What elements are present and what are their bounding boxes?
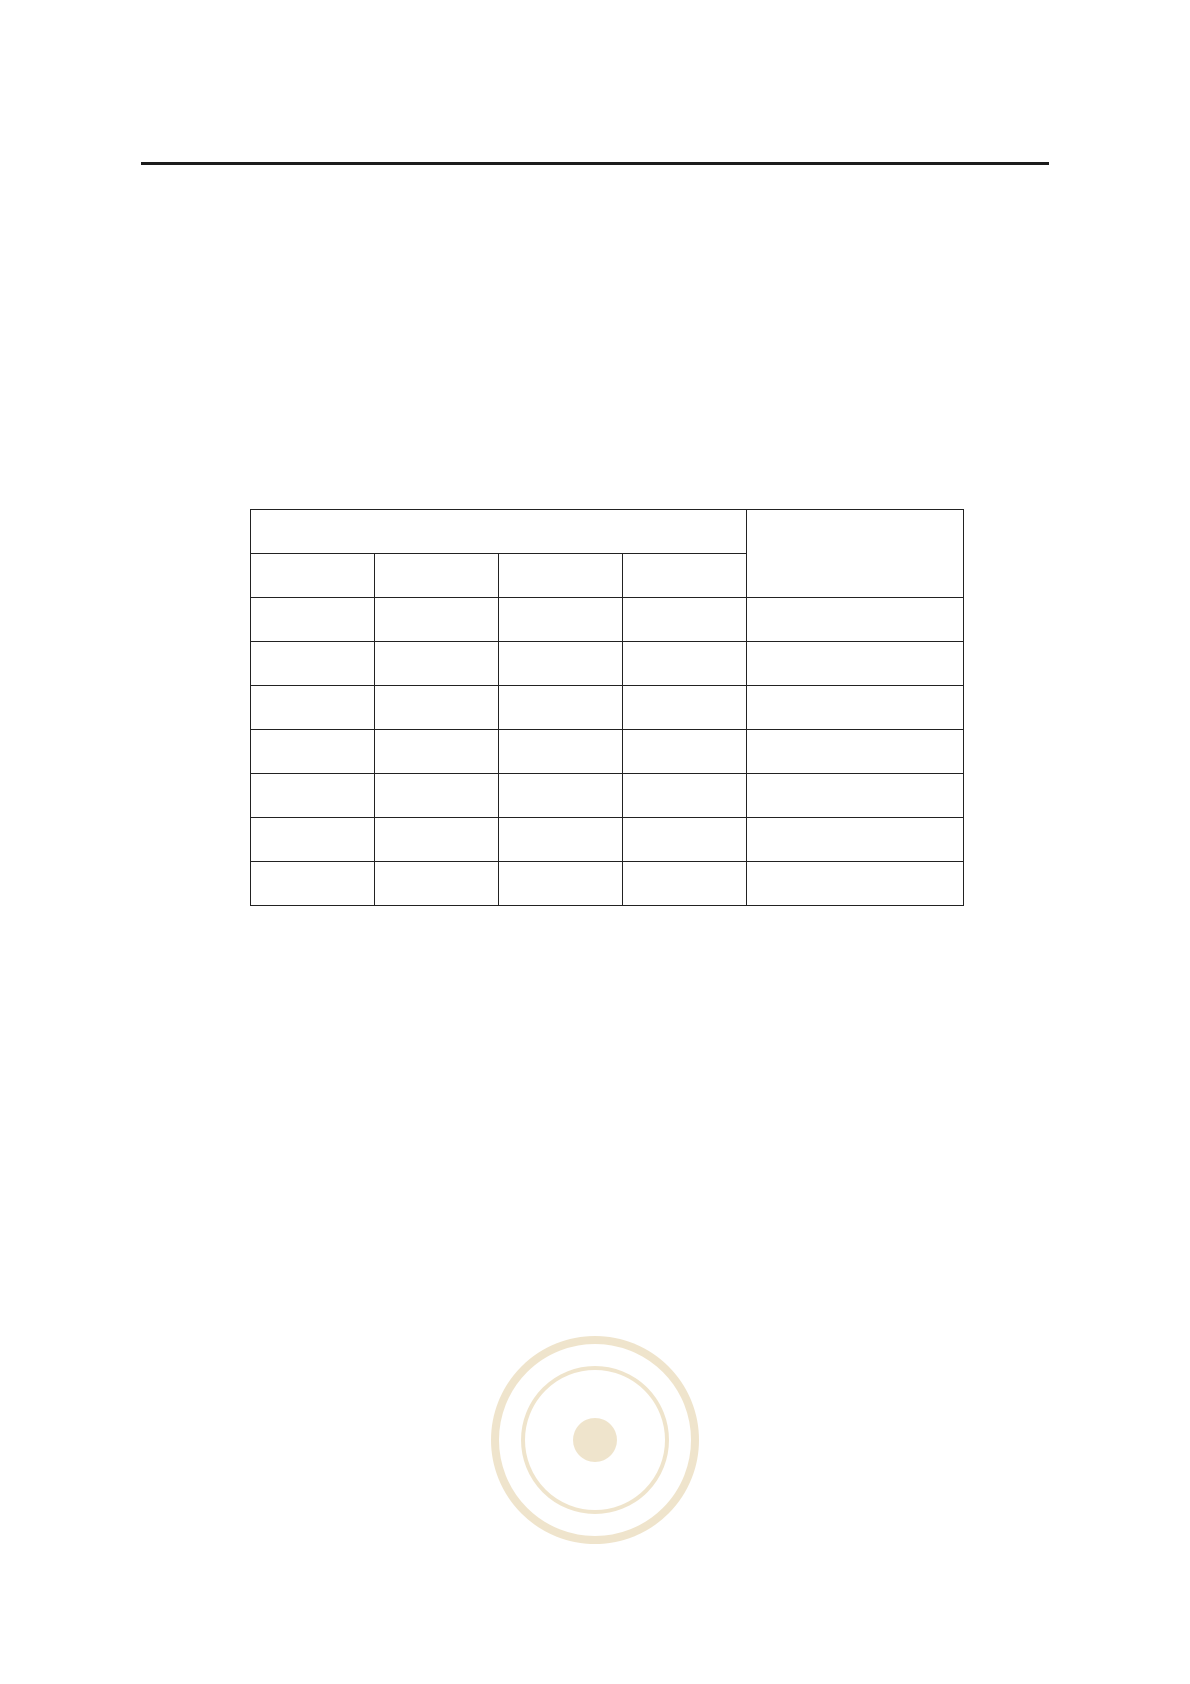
table-row bbox=[251, 686, 964, 730]
running-head bbox=[141, 122, 1049, 165]
table-cell bbox=[375, 774, 499, 818]
table-cell bbox=[251, 774, 375, 818]
table-cell bbox=[375, 642, 499, 686]
table-cell bbox=[623, 774, 747, 818]
table-column-header bbox=[251, 554, 375, 598]
table-cell bbox=[375, 598, 499, 642]
table-cell bbox=[623, 686, 747, 730]
table-cell bbox=[251, 730, 375, 774]
table-cell bbox=[375, 686, 499, 730]
table-row-label bbox=[747, 862, 964, 906]
table-row-label bbox=[747, 730, 964, 774]
table-column-header bbox=[375, 554, 499, 598]
table-cell bbox=[499, 686, 623, 730]
table-cell bbox=[375, 818, 499, 862]
table-row-label bbox=[747, 642, 964, 686]
table-row-header bbox=[747, 510, 964, 598]
table-row-label bbox=[747, 686, 964, 730]
table-row bbox=[251, 730, 964, 774]
table-column-header bbox=[623, 554, 747, 598]
table-row-label bbox=[747, 818, 964, 862]
table-row bbox=[251, 818, 964, 862]
table-cell bbox=[623, 818, 747, 862]
table-column-group-header bbox=[251, 510, 747, 554]
table-cell bbox=[623, 730, 747, 774]
table-cell bbox=[375, 862, 499, 906]
table-row bbox=[251, 642, 964, 686]
table-cell bbox=[499, 598, 623, 642]
table-cell bbox=[251, 686, 375, 730]
table-column-header bbox=[499, 554, 623, 598]
table-cell bbox=[251, 818, 375, 862]
table-row-label bbox=[747, 774, 964, 818]
table-header-row bbox=[251, 510, 964, 554]
table-cell bbox=[375, 730, 499, 774]
table-row bbox=[251, 862, 964, 906]
table-row bbox=[251, 598, 964, 642]
table-row-label bbox=[747, 598, 964, 642]
table-cell bbox=[623, 642, 747, 686]
table-cell bbox=[623, 862, 747, 906]
table-cell bbox=[623, 598, 747, 642]
table-cell bbox=[251, 862, 375, 906]
table-cell bbox=[499, 642, 623, 686]
table-body bbox=[251, 598, 964, 906]
watermark-seal-icon bbox=[480, 1300, 710, 1580]
table-cell bbox=[251, 598, 375, 642]
table-cell bbox=[499, 774, 623, 818]
table-cell bbox=[499, 862, 623, 906]
table-row bbox=[251, 774, 964, 818]
table-cell bbox=[499, 730, 623, 774]
table-cell bbox=[251, 642, 375, 686]
data-table bbox=[250, 509, 964, 906]
table-cell bbox=[499, 818, 623, 862]
